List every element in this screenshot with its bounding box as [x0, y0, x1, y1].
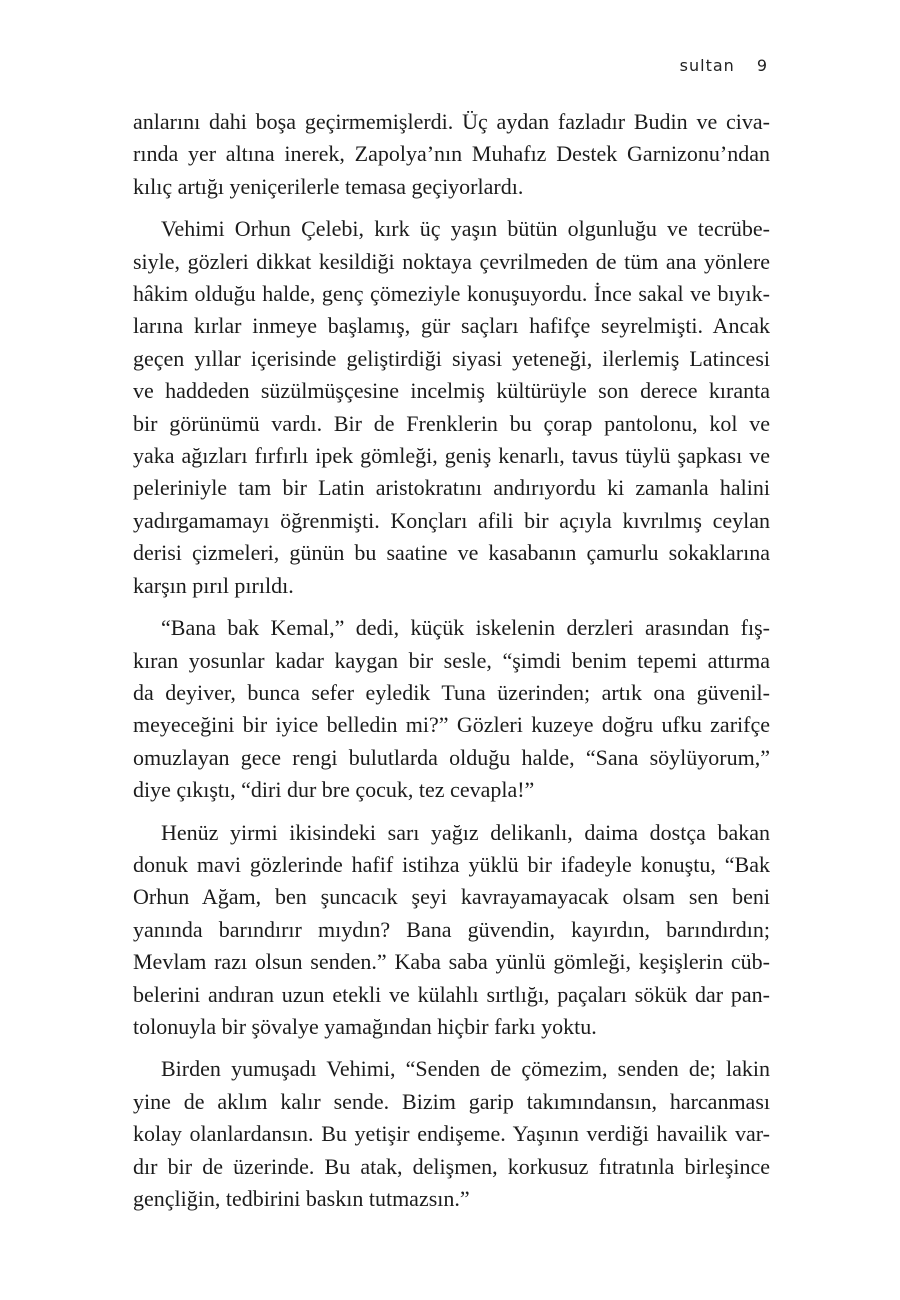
text-line: rında yer altına inerek, Zapolya’nın Muhafız Destek Garnizonu’ndan	[133, 141, 770, 167]
text-line: tolonuyla bir şövalye yamağından hiçbir farkı yoktu.	[133, 1013, 597, 1039]
paragraph	[133, 612, 770, 806]
text-line: kılıç artığı yeniçerilerle temasa geçiyorlardı.	[133, 173, 524, 199]
text-line: omuzlayan gece rengi bulutlarda olduğu halde, “Sana söylüyorum,”	[133, 744, 770, 770]
text-line: diye çıkıştı, “diri dur bre çocuk, tez cevapla!”	[133, 777, 535, 803]
text-line: yine de aklım kalır sende. Bizim garip takımındansın, harcanması	[133, 1088, 770, 1114]
text-line: siyle, gözleri dikkat kesildiği noktaya çevrilmeden de tüm ana yönlere	[133, 248, 770, 274]
text-line: hâkim olduğu halde, genç çömeziyle konuşuyordu. İnce sakal ve bıyık-	[133, 281, 770, 307]
paragraph	[133, 213, 770, 602]
text-line: derisi çizmeleri, günün bu saatine ve kasabanın çamurlu sokaklarına	[133, 540, 770, 566]
text-line: geçen yıllar içerisinde geliştirdiği siyasi yeteneği, ilerlemiş Latincesi	[133, 345, 770, 371]
text-line: da deyiver, bunca sefer eyledik Tuna üzerinden; artık ona güvenil-	[133, 679, 770, 705]
text-line: “Bana bak Kemal,” dedi, küçük iskelenin derzleri arasından fış-	[161, 615, 770, 641]
text-line: ve haddeden süzülmüşçesine incelmiş kültürüyle son derece kıranta	[133, 378, 770, 404]
running-header	[680, 56, 768, 75]
paragraph	[133, 1053, 770, 1215]
text-line: larına kırlar inmeye başlamış, gür saçları hafifçe seyrelmişti. Ancak	[133, 313, 770, 339]
paragraph	[133, 106, 770, 203]
text-line: yadırgamamayı öğrenmişti. Konçları afili bir açıyla kıvrılmış ceylan	[133, 507, 770, 533]
text-line: Mevlam razı olsun senden.” Kaba saba yünlü gömleği, keşişlerin cüb-	[133, 949, 770, 975]
body-text	[133, 106, 770, 1225]
text-line: Vehimi Orhun Çelebi, kırk üç yaşın bütün olgunluğu ve tecrübe-	[161, 216, 770, 242]
text-line: yaka ağızları fırfırlı ipek gömleği, geniş kenarlı, tavus tüylü şapkası ve	[133, 443, 770, 469]
page-number: 9	[756, 56, 768, 75]
text-line: gençliğin, tedbirini baskın tutmazsın.”	[133, 1186, 470, 1211]
paragraph	[133, 817, 770, 1044]
text-line: kolay olanlardansın. Bu yetişir endişeme. Yaşının verdiği havailik var-	[133, 1121, 770, 1147]
text-line: Orhun Ağam, ben şuncacık şeyi kavrayamayacak olsam sen beni	[133, 884, 770, 910]
text-line: kıran yosunlar kadar kaygan bir sesle, “şimdi benim tepemi attırma	[133, 647, 770, 673]
text-line: anlarını dahi boşa geçirmemişlerdi. Üç aydan fazladır Budin ve civa-	[133, 109, 770, 134]
text-line: meyeceğini bir iyice belledin mi?” Gözleri kuzeye doğru ufku zarifçe	[133, 712, 770, 738]
text-line: dır bir de üzerinde. Bu atak, delişmen, korkusuz fıtratınla birleşince	[133, 1153, 770, 1179]
text-line: karşın pırıl pırıldı.	[133, 572, 294, 598]
text-line: peleriniyle tam bir Latin aristokratını andırıyordu ki zamanla halini	[133, 475, 770, 501]
running-title: sultan	[679, 56, 735, 75]
text-line: Birden yumuşadı Vehimi, “Senden de çömezim, senden de; lakin	[161, 1056, 770, 1082]
text-line: yanında barındırır mıydın? Bana güvendin, kayırdın, barındırdın;	[133, 916, 770, 942]
text-line: Henüz yirmi ikisindeki sarı yağız delikanlı, daima dostça bakan	[161, 819, 770, 845]
text-line: belerini andıran uzun etekli ve külahlı sırtlığı, paçaları sökük dar pan-	[133, 981, 770, 1007]
text-line: donuk mavi gözlerinde hafif istihza yüklü bir ifadeyle konuştu, “Bak	[133, 851, 770, 877]
text-line: bir görünümü vardı. Bir de Frenklerin bu çorap pantolonu, kol ve	[133, 410, 770, 436]
